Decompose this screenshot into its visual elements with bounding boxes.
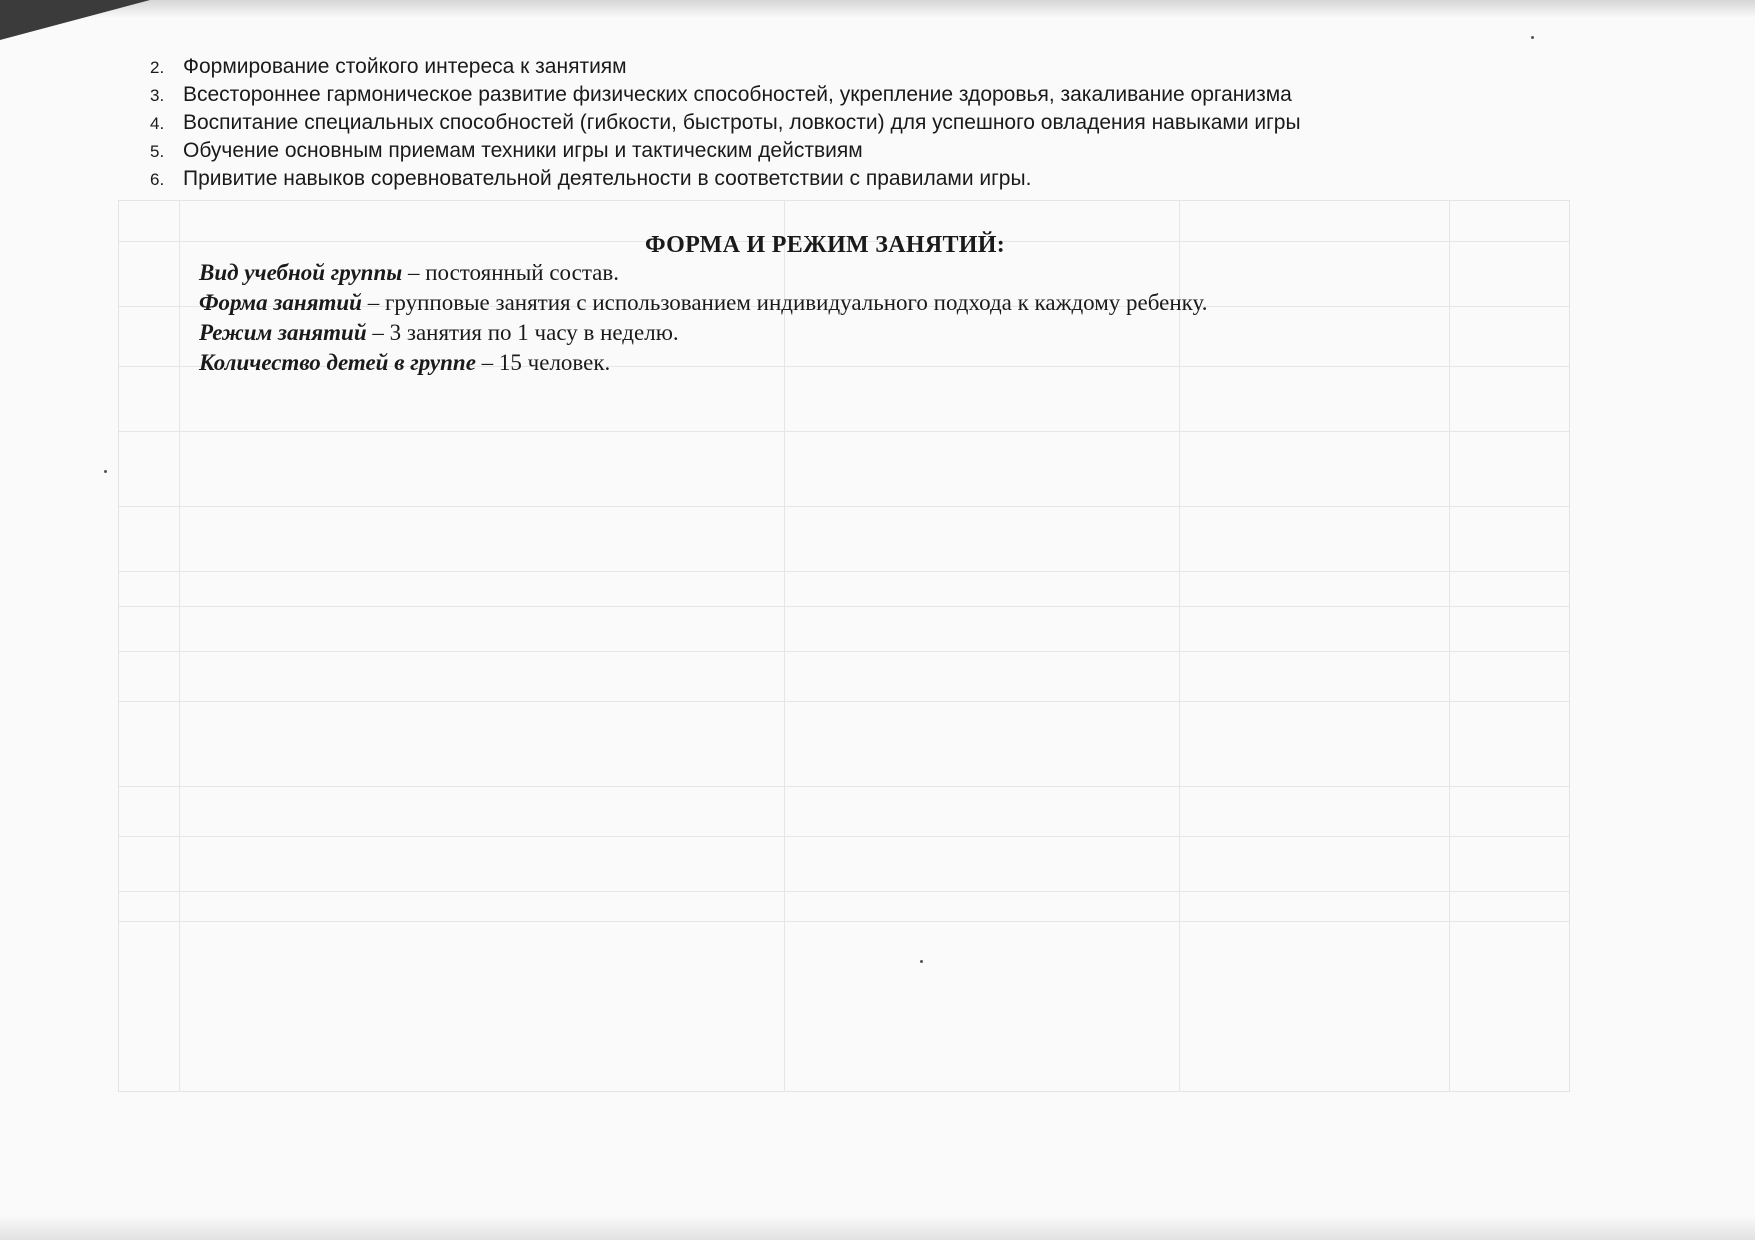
list-item-text: Формирование стойкого интереса к занятиям xyxy=(183,55,627,78)
field-value: – групповые занятия с использованием индивидуального подхода к каждому ребенку. xyxy=(361,290,1208,315)
list-item-text: Воспитание специальных способностей (гибкости, быстроты, ловкости) для успешного овладения навыками игры xyxy=(183,111,1301,134)
list-item xyxy=(150,137,1301,165)
list-item-number: 3. xyxy=(150,86,165,105)
field-label: Количество детей в группе xyxy=(199,350,476,375)
field-value: – постоянный состав. xyxy=(402,260,619,285)
list-item-number: 5. xyxy=(150,142,165,161)
field-label: Форма занятий xyxy=(199,290,362,315)
list-item-text: Привитие навыков соревновательной деятельности в соответствии с правилами игры. xyxy=(183,167,1032,190)
field-value: – 15 человек. xyxy=(475,350,611,375)
list-item-number: 6. xyxy=(150,170,165,189)
list-item-text: Всестороннее гармоническое развитие физических способностей, укрепление здоровья, закаливание организма xyxy=(183,83,1292,106)
list-item xyxy=(150,109,1301,137)
list-item xyxy=(150,165,1301,193)
list-item-number: 2. xyxy=(150,58,165,77)
list-item xyxy=(150,53,1301,81)
field-value: – 3 занятия по 1 часу в неделю. xyxy=(366,320,679,345)
field-row xyxy=(199,318,1207,348)
field-row xyxy=(199,288,1207,318)
list-item-text: Обучение основным приемам техники игры и тактическим действиям xyxy=(183,139,863,162)
field-row xyxy=(199,258,1207,288)
form-fields xyxy=(199,258,1207,378)
list-item xyxy=(150,81,1301,109)
section-title: ФОРМА И РЕЖИМ ЗАНЯТИЙ: xyxy=(644,232,1006,258)
goals-list xyxy=(150,53,1301,193)
field-row xyxy=(199,348,1207,378)
field-label: Вид учебной группы xyxy=(199,260,403,285)
field-label: Режим занятий xyxy=(199,320,367,345)
list-item-number: 4. xyxy=(150,114,165,133)
